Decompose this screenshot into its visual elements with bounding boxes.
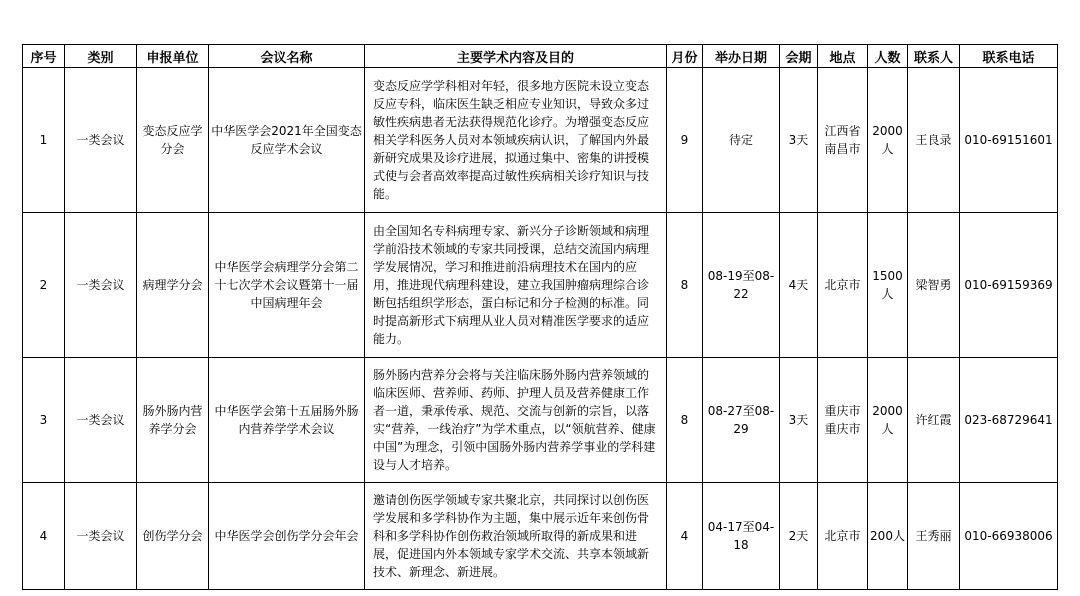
cell-phone: 010-69151601 — [960, 68, 1058, 213]
cell-no: 3 — [23, 358, 65, 483]
cell-month: 4 — [667, 483, 703, 590]
cell-name: 中华医学会2021年全国变态反应学术会议 — [209, 68, 365, 213]
cell-place: 北京市 — [818, 483, 868, 590]
table-row — [23, 68, 1058, 213]
cell-duration: 3天 — [780, 68, 818, 213]
cell-place: 江西省南昌市 — [818, 68, 868, 213]
cell-count: 2000人 — [868, 358, 908, 483]
cell-contact: 梁智勇 — [908, 213, 960, 358]
cell-count: 1500人 — [868, 213, 908, 358]
meeting-table-wrapper — [22, 44, 1057, 590]
cell-contact: 王秀丽 — [908, 483, 960, 590]
header-name: 会议名称 — [209, 45, 365, 68]
cell-category: 一类会议 — [65, 358, 137, 483]
cell-content: 肠外肠内营养分会将与关注临床肠外肠内营养领域的临床医师、营养师、药师、护理人员及营养健康工作者一道，秉承传承、规范、交流与创新的宗旨，以落实“营养，一线治疗”为学术重点，以“领航营养、健康中国”为理念，引领中国肠外肠内营养学事业的学科建设与人才培养。 — [365, 358, 667, 483]
cell-content: 由全国知名专科病理专家、新兴分子诊断领域和病理学前沿技术领域的专家共同授课，总结交流国内病理学发展情况，学习和推进前沿病理技术在国内的应用，推进现代病理科建设，建立我国肿瘤病理综合诊断包括组织学形态，蛋白标记和分子检测的标准。同时提高新形式下病理从业人员对精准医学要求的适应能力。 — [365, 213, 667, 358]
header-row — [23, 45, 1058, 68]
meeting-table — [22, 44, 1058, 590]
cell-category: 一类会议 — [65, 68, 137, 213]
cell-category: 一类会议 — [65, 483, 137, 590]
cell-unit: 病理学分会 — [137, 213, 209, 358]
header-unit: 申报单位 — [137, 45, 209, 68]
cell-date: 待定 — [703, 68, 780, 213]
header-count: 人数 — [868, 45, 908, 68]
cell-contact: 许红霞 — [908, 358, 960, 483]
cell-no: 4 — [23, 483, 65, 590]
cell-count: 2000人 — [868, 68, 908, 213]
cell-phone: 010-66938006 — [960, 483, 1058, 590]
header-date: 举办日期 — [703, 45, 780, 68]
cell-unit: 创伤学分会 — [137, 483, 209, 590]
header-phone: 联系电话 — [960, 45, 1058, 68]
cell-category: 一类会议 — [65, 213, 137, 358]
cell-duration: 4天 — [780, 213, 818, 358]
cell-name: 中华医学会第十五届肠外肠内营养学学术会议 — [209, 358, 365, 483]
cell-date: 08-19至08-22 — [703, 213, 780, 358]
cell-no: 2 — [23, 213, 65, 358]
cell-content: 变态反应学学科相对年轻，很多地方医院未设立变态反应专科，临床医生缺乏相应专业知识，导致众多过敏性疾病患者无法获得规范化诊疗。为增强变态反应相关学科医务人员对本领域疾病认识，了解国内外最新研究成果及诊疗进展，拟通过集中、密集的讲授模式使与会者高效率提高过敏性疾病相关诊疗知识与技能。 — [365, 68, 667, 213]
cell-name: 中华医学会病理学分会第二十七次学术会议暨第十一届中国病理年会 — [209, 213, 365, 358]
cell-date: 08-27至08-29 — [703, 358, 780, 483]
header-duration: 会期 — [780, 45, 818, 68]
cell-month: 8 — [667, 213, 703, 358]
header-category: 类别 — [65, 45, 137, 68]
cell-month: 8 — [667, 358, 703, 483]
cell-phone: 010-69159369 — [960, 213, 1058, 358]
cell-name: 中华医学会创伤学分会年会 — [209, 483, 365, 590]
table-row — [23, 213, 1058, 358]
header-contact: 联系人 — [908, 45, 960, 68]
table-row — [23, 483, 1058, 590]
cell-duration: 3天 — [780, 358, 818, 483]
header-month: 月份 — [667, 45, 703, 68]
cell-duration: 2天 — [780, 483, 818, 590]
cell-unit: 肠外肠内营养学分会 — [137, 358, 209, 483]
header-place: 地点 — [818, 45, 868, 68]
table-row — [23, 358, 1058, 483]
cell-content: 邀请创伤医学领域专家共聚北京，共同探讨以创伤医学发展和多学科协作为主题，集中展示近年来创伤骨科和多学科协作创伤救治领域所取得的新成果和进展，促进国内外本领域专家学术交流、共享本领域新技术、新理念、新进展。 — [365, 483, 667, 590]
cell-month: 9 — [667, 68, 703, 213]
header-no: 序号 — [23, 45, 65, 68]
cell-no: 1 — [23, 68, 65, 213]
cell-contact: 王良录 — [908, 68, 960, 213]
cell-phone: 023-68729641 — [960, 358, 1058, 483]
cell-unit: 变态反应学分会 — [137, 68, 209, 213]
cell-place: 重庆市重庆市 — [818, 358, 868, 483]
cell-place: 北京市 — [818, 213, 868, 358]
cell-count: 200人 — [868, 483, 908, 590]
cell-date: 04-17至04-18 — [703, 483, 780, 590]
header-content: 主要学术内容及目的 — [365, 45, 667, 68]
